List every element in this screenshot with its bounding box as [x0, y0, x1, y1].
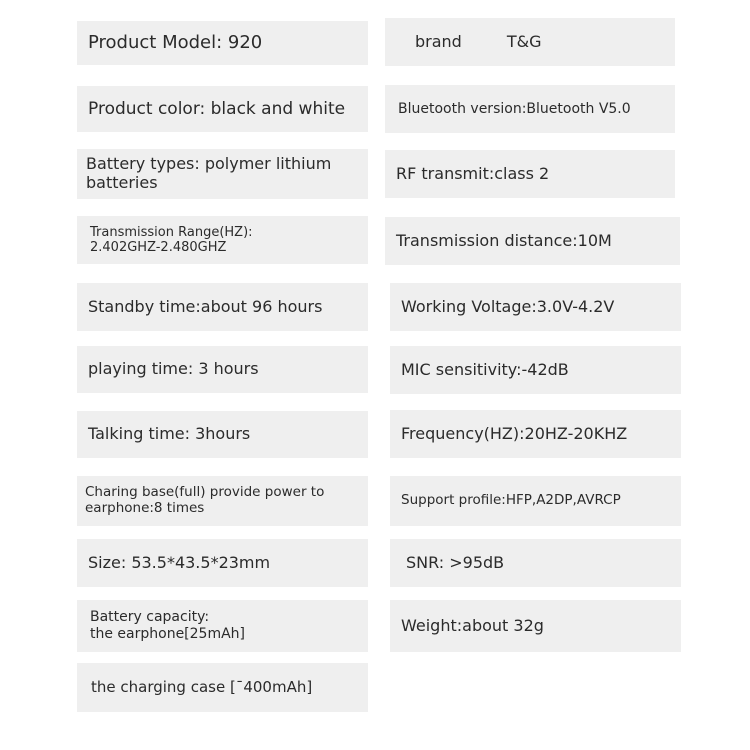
spec-transmission-distance — [385, 217, 680, 265]
spec-brand-value: T&G — [506, 31, 542, 51]
spec-working-voltage-text: Working Voltage:3.0V-4.2V — [401, 296, 615, 316]
spec-support-profile — [390, 476, 681, 526]
spec-playing-time — [77, 346, 368, 393]
spec-size-text: Size: 53.5*43.5*23mm — [88, 552, 271, 572]
spec-charging-base — [77, 476, 368, 526]
spec-mic-sensitivity-text: MIC sensitivity:-42dB — [401, 359, 569, 379]
spec-talking-time-text: Talking time: 3hours — [88, 424, 251, 444]
spec-rf-transmit — [385, 150, 675, 198]
spec-charging-base-text: Charing base(full) provide power to earphone:8 times — [85, 484, 325, 516]
spec-standby-time — [77, 283, 368, 331]
spec-snr-text: SNR: >95dB — [406, 552, 505, 572]
spec-weight-text: Weight:about 32g — [401, 615, 544, 635]
spec-charging-case — [77, 663, 368, 712]
spec-brand-label: brand — [415, 31, 462, 51]
spec-frequency-text: Frequency(HZ):20HZ-20KHZ — [401, 423, 628, 443]
spec-product-color — [77, 86, 368, 132]
spec-transmission-range-text: Transmission Range(HZ): 2.402GHZ-2.480GHZ — [90, 224, 253, 255]
spec-battery-types — [77, 149, 368, 199]
spec-talking-time — [77, 411, 368, 458]
spec-working-voltage — [390, 283, 681, 331]
spec-snr — [390, 539, 681, 587]
spec-battery-capacity — [77, 600, 368, 652]
spec-brand — [385, 18, 675, 66]
spec-battery-capacity-text: Battery capacity: the earphone[25mAh] — [90, 609, 246, 642]
spec-product-model — [77, 21, 368, 65]
spec-product-color-text: Product color: black and white — [88, 98, 346, 119]
spec-rf-transmit-text: RF transmit:class 2 — [396, 163, 550, 183]
spec-battery-types-text: Battery types: polymer lithium batteries — [86, 154, 332, 192]
spec-bluetooth-version-text: Bluetooth version:Bluetooth V5.0 — [398, 100, 631, 117]
spec-playing-time-text: playing time: 3 hours — [88, 359, 259, 379]
spec-standby-time-text: Standby time:about 96 hours — [88, 296, 323, 316]
spec-size — [77, 539, 368, 587]
spec-mic-sensitivity — [390, 346, 681, 394]
spec-bluetooth-version — [385, 85, 675, 133]
spec-charging-case-text: the charging case [ˉ400mAh] — [91, 677, 313, 696]
spec-transmission-distance-text: Transmission distance:10M — [396, 230, 612, 250]
spec-transmission-range — [77, 216, 368, 264]
spec-support-profile-text: Support profile:HFP,A2DP,AVRCP — [401, 492, 621, 509]
spec-frequency — [390, 410, 681, 458]
spec-product-model-text: Product Model: 920 — [88, 32, 263, 54]
spec-weight — [390, 600, 681, 652]
